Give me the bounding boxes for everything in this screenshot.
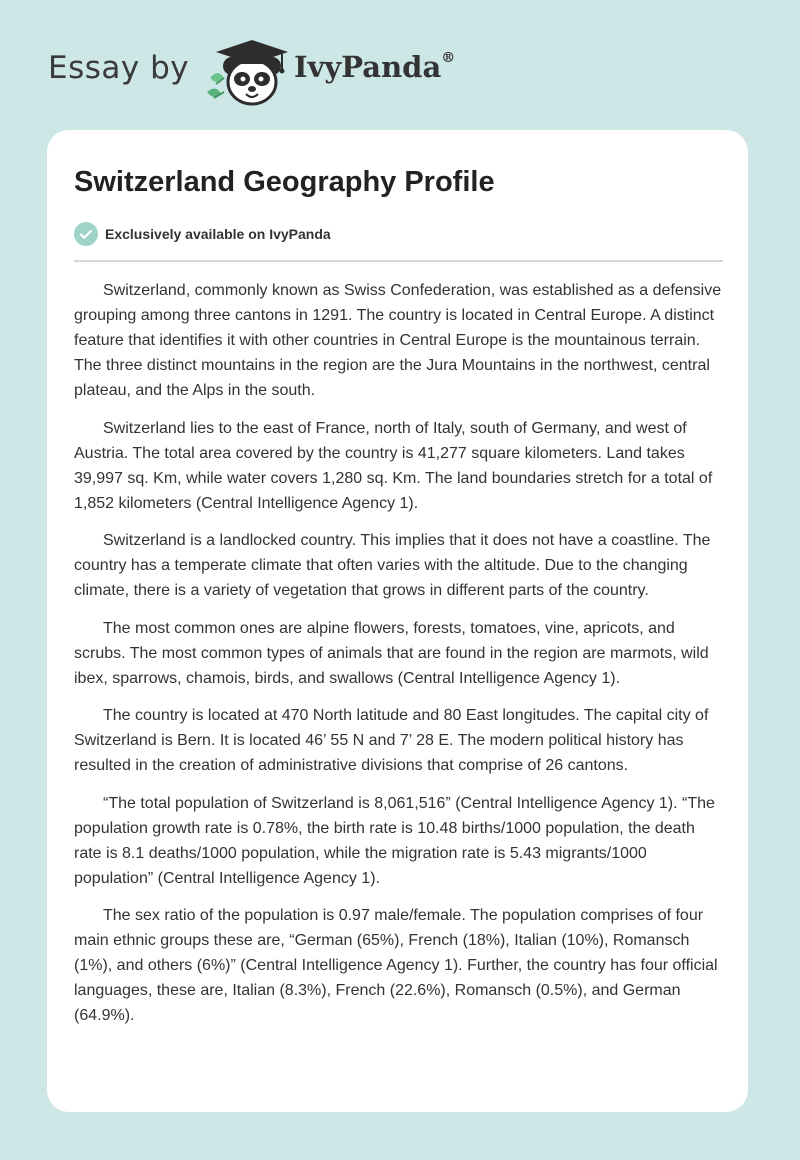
brand-text: IvyPanda xyxy=(294,50,442,84)
site-header xyxy=(48,30,748,110)
paragraph: The country is located at 470 North latitude and 80 East longitudes. The capital city of Switzerland is Bern. It is located 46’ 55 N and 7’ 28 E. The modern political history has resulted in the creation of administrative divisions that comprise of 26 cantons. xyxy=(74,707,709,774)
check-circle-icon xyxy=(74,222,98,246)
paragraph: Switzerland, commonly known as Swiss Confederation, was established as a defensive grouping among three cantons in 1291. The country is located in Central Europe. A distinct feature that identifies it with other countries in Central Europe is the mountainous terrain. The three distinct mountains in the region are the Jura Mountains in the northwest, central plateau, and the Alps in the south. xyxy=(74,282,722,399)
divider xyxy=(74,260,723,262)
exclusive-badge xyxy=(74,222,331,246)
brand-name[interactable] xyxy=(294,50,455,84)
paragraph: “The total population of Switzerland is 8,061,516” (Central Intelligence Agency 1). “The population growth rate is 0.78%, the birth rate is 10.48 births/1000 population, the death rate is 8.1 deaths/1000 population, while the migration rate is 5.43 migrants/1000 population” (Central Intelligence Agency 1). xyxy=(74,794,715,887)
ivypanda-logo-icon[interactable] xyxy=(202,34,294,108)
paragraph: The most common ones are alpine flowers, forests, tomatoes, vine, apricots, and scrubs. The most common types of animals that are found in the region are marmots, wild ibex, sparrows, chamois, birds, and swallows (Central Intelligence Agency 1). xyxy=(74,619,709,687)
paragraph: The sex ratio of the population is 0.97 male/female. The population comprises of four main ethnic groups these are, “German (65%), French (18%), Italian (10%), Romansch (1%), and others (6%)” (Central Intelligence Agency 1). Further, the country has four official languages, these are, Italian (8.3%), French (22.6%), Romansch (0.5%), and German (64.9%). xyxy=(74,907,718,1024)
article-card xyxy=(47,130,748,1112)
paragraph: Switzerland lies to the east of France, north of Italy, south of Germany, and west of Austria. The total area covered by the country is 41,277 square kilometers. Land takes 39,997 sq. Km, while water covers 1,280 sq. Km. The land boundaries stretch for a total of 1,852 kilometers (Central Intelligence Agency 1). xyxy=(74,419,713,512)
article-body xyxy=(74,278,726,1041)
page-title: Switzerland Geography Profile xyxy=(74,166,495,198)
registered-mark: ® xyxy=(441,50,456,67)
paragraph: Switzerland is a landlocked country. This implies that it does not have a coastline. The country has a temperate climate that often varies with the altitude. Due to the changing climate, there is a variety of vegetation that grows in different parts of the country. xyxy=(74,532,711,599)
exclusive-badge-label: Exclusively available on IvyPanda xyxy=(105,226,331,242)
essay-by-label: Essay by xyxy=(48,50,190,86)
